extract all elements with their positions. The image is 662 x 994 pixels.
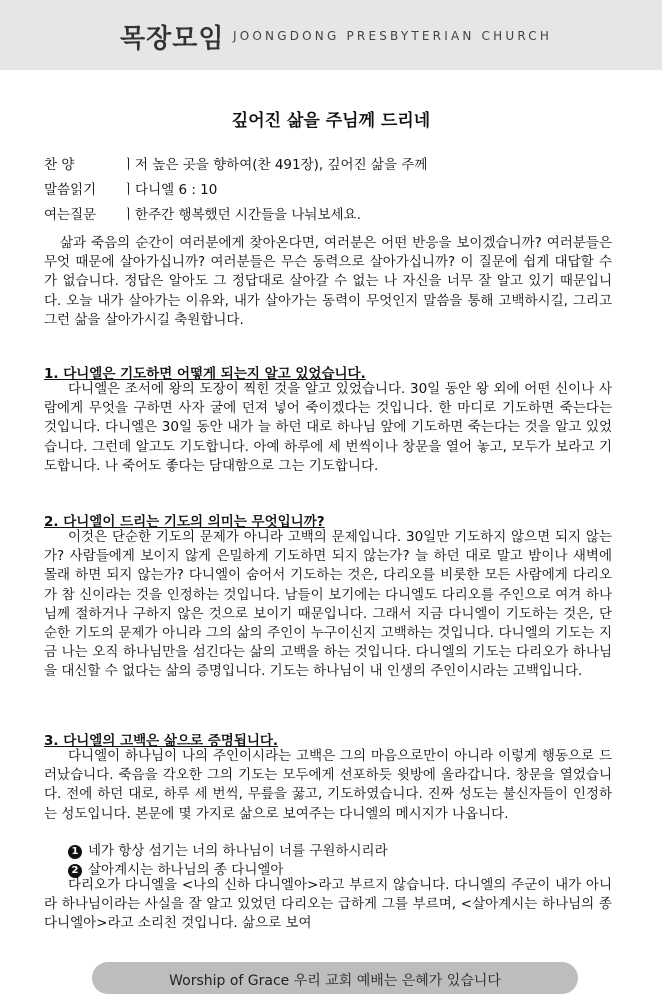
number-1-icon: 1 bbox=[68, 845, 82, 859]
section-2-heading: 2. 다니엘이 드리는 기도의 의미는 무엇입니까? bbox=[44, 514, 325, 530]
section-3-heading: 3. 다니엘의 고백은 삶으로 증명됩니다. bbox=[44, 733, 279, 749]
meta-value: ㅣ다니엘 6 : 10 bbox=[122, 182, 218, 198]
brand-title: 목장모임 bbox=[120, 24, 225, 54]
meta-question bbox=[44, 203, 361, 223]
header-bar bbox=[0, 0, 662, 70]
section-3-body: 다니엘이 하나님이 나의 주인이시라는 고백은 그의 마음으로만이 아니라 이렇게 행동으로 드러났습니다. 죽음을 각오한 그의 기도는 모두에게 선포하듯 윗방에 올라갑니다. 창문을 열었습니다. 전에 하던 대로, 하루 세 번씩, 무릎을 꿇고, 기도하였습니다. 진짜 성도는 불신자들이 인정하는 성도입니다. 본문에 몇 가지로 삶으로 보여주는 다니엘의 메시지가 나옵니다. bbox=[44, 748, 612, 822]
number-2-icon: 2 bbox=[68, 864, 82, 878]
meta-reading bbox=[44, 178, 217, 198]
section-1-body: 다니엘은 조서에 왕의 도장이 찍힌 것을 알고 있었습니다. 30일 동안 왕 외에 어떤 신이나 사람에게 무엇을 구하면 사자 굴에 던져 넣어 죽이겠다는 것입니다. 한 마디로 기도하면 죽는다는 것입니다. 다니엘은 30일 동안 내가 늘 하던 대로 하나님 앞에 기도하면 죽는다는 것을 알고 있었습니다. 그런데 알고도 기도합니다. 아예 하루에 세 번씩이나 창문을 열어 놓고, 모두가 보라고 기도합니다. 나 죽어도 좋다는 담대함으로 그는 기도합니다. bbox=[44, 381, 612, 474]
intro-paragraph: 삶과 죽음의 순간이 여러분에게 찾아온다면, 여러분은 어떤 반응을 보이겠습니까? 여러분들은 무엇 때문에 살아가십니까? 여러분들은 무슨 동력으로 살아가십니까? 이 질문에 쉽게 대답할 수가 없습니다. 정답은 알아도 그 정답대로 살아갈 수 없는 나 자신을 너무 잘 알고 있기 때문입니다. 오늘 내가 살아가는 이유와, 내가 살아가는 동력이 무엇인지 말씀을 통해 고백하시길, 그리고 그런 삶을 살아가시길 축원합니다. bbox=[44, 235, 612, 328]
section-2-body: 이것은 단순한 기도의 문제가 아니라 고백의 문제입니다. 30일만 기도하지 않으면 되지 않는가? 사람들에게 보이지 않게 은밀하게 기도하면 되지 않는가? 늘 하던 대로 말고 밤이나 새벽에 몰래 하면 되지 않는가? 다니엘이 숨어서 기도하는 것은, 다리오를 비롯한 모든 사람에게 다리오가 참 신이라는 것을 인정하는 것입니다. 남들이 보기에는 다니엘도 다리오를 주인으로 여겨 하나님께 절하거나 구하지 않은 것으로 보이기 때문입니다. 그래서 지금 다니엘이 기도하는 것은, 단순한 기도의 문제가 아니라 그의 삶의 주인이 누구이신지 고백하는 것입니다. 다니엘의 기도는 지금 나는 오직 하나님만을 섬긴다는 삶의 고백을 하는 것입니다. 다니엘의 기도는 다리오가 하나님을 대신할 수 없다는 삶의 증명입니다. 기도는 하나님이 내 인생의 주인이시라는 고백입니다. bbox=[44, 529, 612, 680]
section-3-tail: 다리오가 다니엘을 <나의 신하 다니엘아>라고 부르지 않습니다. 다니엘의 주군이 내가 아니라 하나님이라는 사실을 잘 알고 있었던 다리오는 급하게 그를 부르며, <살아계시는 하나님의 종 다니엘아>라고 소리친 것입니다. 삶으로 보여 bbox=[44, 877, 612, 932]
point-text: 네가 항상 섬기는 너의 하나님이 너를 구원하시리라 bbox=[88, 843, 388, 859]
meta-value: ㅣ한주간 행복했던 시간들을 나눠보세요. bbox=[122, 207, 361, 223]
meta-label: 찬 양 bbox=[44, 157, 75, 173]
meta-label: 여는질문 bbox=[44, 207, 97, 223]
point-text: 살아계시는 하나님의 종 다니엘아 bbox=[88, 862, 284, 878]
footer-text: Worship of Grace 우리 교회 예배는 은혜가 있습니다 bbox=[169, 973, 501, 989]
footer-banner bbox=[92, 962, 578, 994]
point-1 bbox=[68, 839, 388, 859]
meta-hymn bbox=[44, 153, 427, 173]
meta-label: 말씀읽기 bbox=[44, 182, 97, 198]
point-2 bbox=[68, 858, 283, 878]
church-name: JOONGDONG PRESBYTERIAN CHURCH bbox=[233, 29, 553, 43]
section-1-heading: 1. 다니엘은 기도하면 어떻게 되는지 알고 있었습니다. bbox=[44, 366, 366, 382]
page-title: 깊어진 삶을 주님께 드리네 bbox=[231, 111, 431, 131]
meta-value: ㅣ저 높은 곳을 향하여(찬 491장), 깊어진 삶을 주께 bbox=[122, 157, 428, 173]
